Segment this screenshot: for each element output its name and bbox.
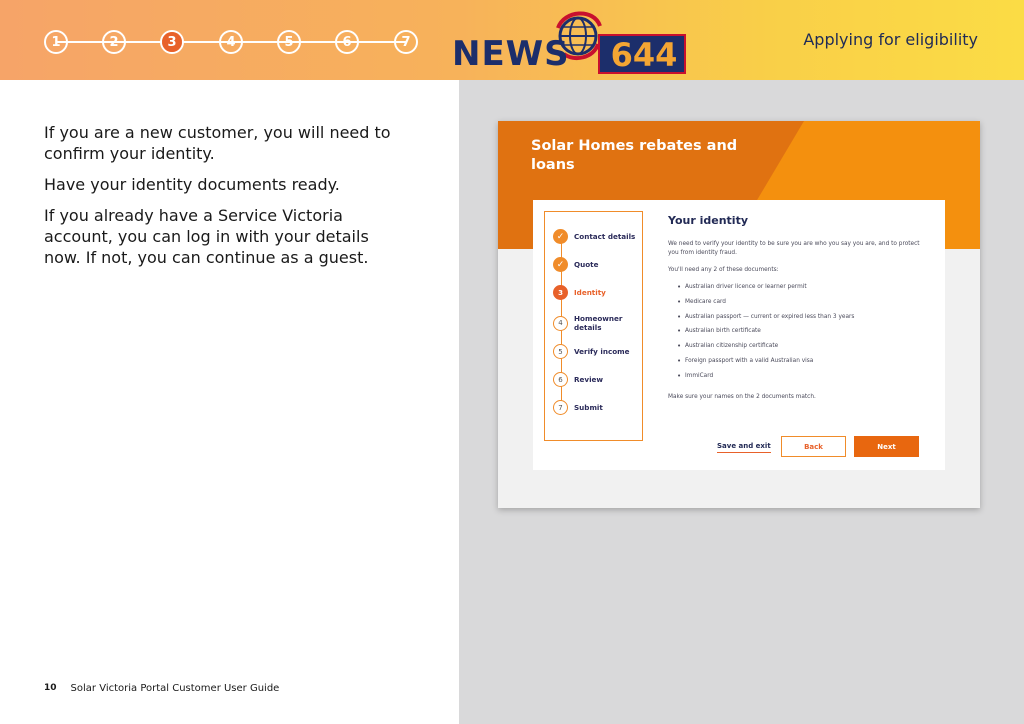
news644-logo xyxy=(450,4,690,76)
step-3: 3 xyxy=(160,30,184,54)
step-number: 5 xyxy=(553,344,568,359)
next-button[interactable]: Next xyxy=(854,436,919,457)
paragraph-new-customer: If you are a new customer, you will need to confirm your identity. xyxy=(44,123,391,163)
stepper-label: Identity xyxy=(574,288,606,297)
page-number: 10 xyxy=(44,683,57,693)
step-7: 7 xyxy=(394,30,418,54)
step-5: 5 xyxy=(277,30,301,54)
form-stepper xyxy=(544,211,643,441)
list-item: • Australian driver licence or learner permit xyxy=(677,284,937,299)
paragraph-documents-ready: Have your identity documents ready. xyxy=(44,175,340,194)
stepper-item-identity[interactable] xyxy=(553,285,636,300)
step-6: 6 xyxy=(335,30,359,54)
list-item: • Medicare card xyxy=(677,299,937,314)
step-number: 7 xyxy=(553,400,568,415)
save-and-exit-link[interactable]: Save and exit xyxy=(717,442,771,453)
page-footer xyxy=(44,683,279,694)
documents-needed-text: You'll need any 2 of these documents: xyxy=(668,267,779,273)
list-item: • Australian citizenship certificate xyxy=(677,343,937,358)
check-icon: ✓ xyxy=(553,229,568,244)
stepper-label: Submit xyxy=(574,403,603,412)
stepper-item-submit[interactable] xyxy=(553,400,636,415)
stepper-item-homeowner-details[interactable] xyxy=(553,314,636,332)
step-4: 4 xyxy=(219,30,243,54)
stepper-item-verify-income[interactable] xyxy=(553,344,636,359)
paragraph-service-victoria: If you already have a Service Victoria account, you can log in with your details now. If not, you can continue as a guest. xyxy=(44,206,369,267)
step-number: 4 xyxy=(553,316,568,331)
page-header xyxy=(0,0,1024,80)
stepper-label: Review xyxy=(574,375,604,384)
stepper-label: Contact details xyxy=(574,232,636,241)
step-2: 2 xyxy=(102,30,126,54)
step-1: 1 xyxy=(44,30,68,54)
stepper-label: Verify income xyxy=(574,347,630,356)
body-text xyxy=(44,122,404,278)
step-number: 6 xyxy=(553,372,568,387)
section-title: Applying for eligibility xyxy=(803,30,978,49)
stepper-item-review[interactable] xyxy=(553,372,636,387)
list-item: • Australian passport — current or expired less than 3 years xyxy=(677,314,937,329)
stepper-item-contact-details[interactable] xyxy=(553,229,636,244)
stepper-item-quote[interactable] xyxy=(553,257,636,272)
names-match-note: Make sure your names on the 2 documents match. xyxy=(668,394,816,400)
list-item: • Foreign passport with a valid Australian visa xyxy=(677,358,937,373)
identity-title: Your identity xyxy=(668,214,748,227)
guide-title: Solar Victoria Portal Customer User Guide xyxy=(70,683,280,694)
list-item: • ImmiCard xyxy=(677,373,937,388)
logo-number-box xyxy=(598,34,686,74)
identity-intro: We need to verify your identity to be sure you are who you say you are, and to protect you from identity fraud. xyxy=(668,241,920,256)
documents-list xyxy=(677,284,937,388)
stepper-label: Quote xyxy=(574,260,599,269)
progress-steps xyxy=(44,30,418,54)
back-button[interactable]: Back xyxy=(781,436,846,457)
logo-number: 644 xyxy=(610,36,678,74)
stepper-label: Homeowner details xyxy=(574,314,623,332)
portal-screenshot xyxy=(498,121,980,508)
check-icon: ✓ xyxy=(553,257,568,272)
list-item: • Australian birth certificate xyxy=(677,328,937,343)
logo-word: NEWS xyxy=(452,34,570,74)
step-number: 3 xyxy=(553,285,568,300)
identity-form-panel xyxy=(533,200,945,470)
banner-title: Solar Homes rebates and loans xyxy=(531,138,738,173)
